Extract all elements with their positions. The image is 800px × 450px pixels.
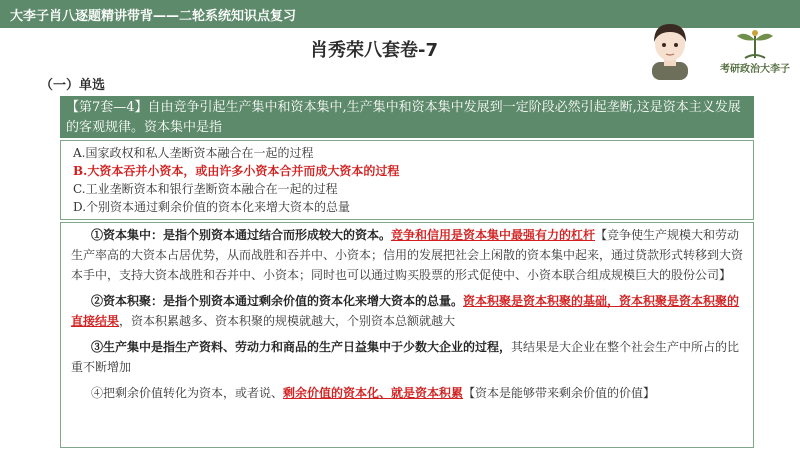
p1-highlight: 竞争和信用是资本集中最强有力的杠杆 — [391, 228, 596, 242]
option-d: D.个别资本通过剩余价值的资本化来增大资本的总量 — [73, 200, 351, 214]
p4-text-1: ④把剩余价值转化为资本，或者说、 — [91, 386, 284, 400]
logo-text: 考研政治大李子 — [720, 64, 790, 75]
section-label: （一）单选 — [40, 78, 106, 93]
p1-text: 【竞争使生产规模大和劳动生产率高的大资本占居优势，从而战胜和吞并中、小资本；信用的发展把社会上闲散的资本集中起来，通过贷款形式转移到大资本手中，支持大资本战胜和吞并中、小资本；同时也可以通过购买股票的形式促使中、小资本联合组成规模巨大的股份公司】 — [71, 228, 744, 282]
explanation-box — [60, 222, 754, 448]
p2-bold: ②资本积聚：是指个别资本通过剩余价值的资本化来增大资本的总量。 — [91, 294, 464, 308]
option-c: C.工业垄断资本和银行垄断资本融合在一起的过程 — [73, 182, 338, 196]
options-box — [60, 140, 754, 220]
brand-logo — [715, 26, 795, 78]
explanation-paragraph-3 — [71, 337, 743, 377]
p3-bold: ③生产集中是指生产资料、劳动力和商品的生产日益集中于少数大企业的过程， — [91, 340, 512, 354]
explanation-paragraph-1 — [71, 225, 743, 285]
plant-icon — [715, 26, 795, 60]
explanation-paragraph-4 — [71, 383, 743, 403]
p4-highlight: 剩余价值的资本化、就是资本积累 — [283, 386, 464, 400]
question-tag: 【第7套—4】 — [66, 100, 148, 115]
question-stem — [60, 96, 754, 138]
p2-highlight: 资本积聚是资本积聚的基础，资本积聚是资本积聚的直接结果 — [71, 294, 740, 328]
explanation-paragraph-2 — [71, 291, 743, 331]
series-title: 大李子肖八逐题精讲带背——二轮系统知识点复习 — [10, 9, 297, 24]
avatar — [642, 18, 698, 80]
page-title: 肖秀荣八套卷-7 — [310, 40, 438, 61]
question-text: 自由竞争引起生产集中和资本集中,生产集中和资本集中发展到一定阶段必然引起垄断,这是资本主义发展的客观规律。资本集中是指 — [66, 100, 741, 135]
p1-bold: ①资本集中：是指个别资本通过结合而形成较大的资本。 — [91, 228, 392, 242]
p2-text: ，资本积累越多、资本积聚的规模就越大，个别资本总额就越大 — [119, 314, 456, 328]
option-b-correct: B.大资本吞并小资本，或由许多小资本合并而成大资本的过程 — [73, 164, 400, 178]
option-a: A.国家政权和私人垄断资本融合在一起的过程 — [73, 146, 314, 160]
p3-text: 其结果是大企业在整个社会生产中所占的比重不断增加 — [71, 340, 740, 374]
p4-text-2: 【资本是能够带来剩余价值的价值】 — [463, 386, 656, 400]
